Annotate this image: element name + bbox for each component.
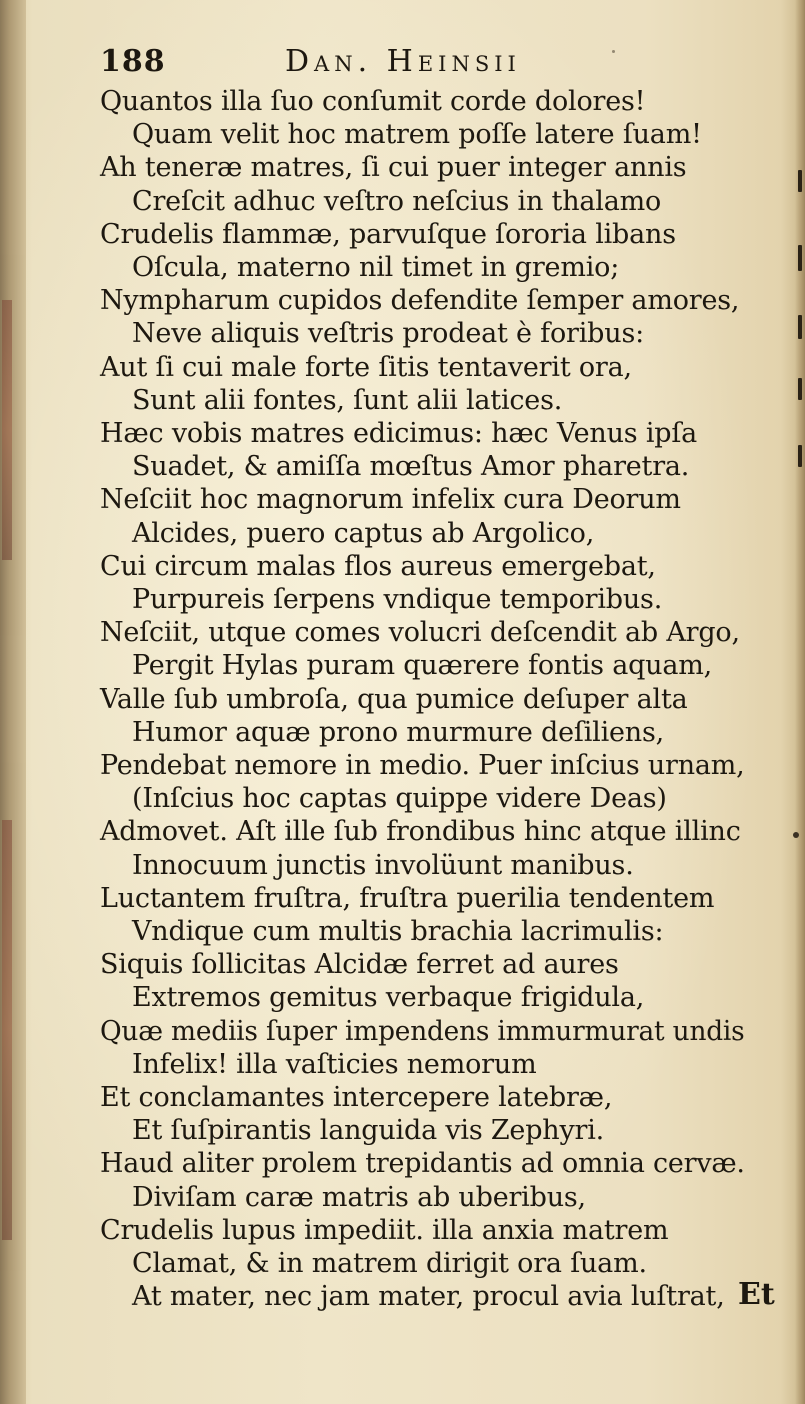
verse-line: (Inſcius hoc captas quippe videre Deas)	[132, 783, 667, 815]
verse-line: Admovet. Aſt ille ſub frondibus hinc atque illinc	[100, 816, 741, 848]
page-header	[100, 44, 620, 88]
verse-line: Extremos gemitus verbaque frigidula,	[132, 982, 645, 1014]
binding-stain	[2, 300, 12, 560]
verse-line: Valle ſub umbroſa, qua pumice deſuper alta	[100, 683, 688, 715]
bleed-through-mark	[798, 315, 802, 339]
running-head: Dan. Heinsii	[285, 44, 521, 79]
verse-line: Neſciit hoc magnorum infelix cura Deorum	[100, 484, 681, 516]
verse-line: Nympharum cupidos defendite ſemper amores,	[100, 285, 740, 317]
bleed-through-mark	[798, 378, 802, 400]
page-edge	[795, 0, 805, 1404]
verse-line: Innocuum junctis involüunt manibus.	[132, 849, 634, 881]
page-gutter	[0, 0, 26, 1404]
verse-line: Aut ſi cui male forte ſitis tentaverit ora,	[100, 351, 632, 383]
verse-line: Pergit Hylas puram quærere fontis aquam,	[132, 650, 713, 682]
bleed-through-mark	[798, 245, 802, 271]
verse-line: Diviſam caræ matris ab uberibus,	[132, 1181, 586, 1213]
verse-line: Neſciit, utque comes volucri deſcendit ab Argo,	[100, 617, 740, 649]
verse-line: Et conclamantes intercepere latebræ,	[100, 1082, 613, 1113]
verse-line: Sunt alii fontes, ſunt alii latices.	[132, 384, 563, 416]
verse-line: Siquis ſollicitas Alcidæ ferret ad aures	[100, 949, 619, 981]
verse-line: Luctantem fruſtra, fruſtra puerilia tendentem	[100, 882, 715, 914]
bleed-through-mark	[798, 445, 802, 467]
verse-line: Purpureis ſerpens vndique temporibus.	[132, 584, 663, 615]
verse-line: Et ſuſpirantis languida vis Zephyri.	[132, 1115, 605, 1147]
verse-line: Neve aliquis veſtris prodeat è foribus:	[132, 318, 645, 350]
page-number: 188	[100, 44, 166, 79]
verse-line: Hæc vobis matres edicimus: hæc Venus ipſa	[100, 418, 698, 449]
verse-line: Haud aliter prolem trepidantis ad omnia cervæ.	[100, 1148, 745, 1180]
verse-line: Quam velit hoc matrem poſſe latere ſuam!	[132, 119, 702, 151]
verse-line: Vndique cum multis brachia lacrimulis:	[132, 916, 664, 947]
catchword: Et	[738, 1277, 775, 1312]
verse-line: Crudelis flammæ, parvuſque ſororia libans	[100, 218, 676, 250]
verse-line: Creſcit adhuc veſtro neſcius in thalamo	[132, 185, 662, 217]
verse-line: Clamat, & in matrem dirigit ora ſuam.	[132, 1248, 647, 1279]
verse-line: Oſcula, materno nil timet in gremio;	[132, 252, 620, 283]
verse-line: At mater, nec jam mater, procul avia luſtrat,	[132, 1281, 725, 1313]
verse-line: Quæ mediis ſuper impendens immurmurat undis	[100, 1015, 745, 1047]
verse-line: Infelix! illa vaſticies nemorum	[132, 1048, 537, 1080]
verse-line: Alcides, puero captus ab Argolico,	[132, 517, 595, 549]
verse-line: Suadet, & amiſſa mœſtus Amor pharetra.	[132, 451, 690, 483]
bleed-through-mark	[798, 170, 802, 192]
ink-speck	[793, 832, 799, 838]
verse-line: Pendebat nemore in medio. Puer inſcius urnam,	[100, 750, 745, 781]
binding-stain	[2, 820, 12, 1240]
verse-line: Humor aquæ prono murmure deſiliens,	[132, 716, 665, 748]
verse-line: Crudelis lupus impediit. illa anxia matrem	[100, 1214, 669, 1246]
verse-line: Ah teneræ matres, ſi cui puer integer annis	[100, 152, 687, 184]
verse-line: Cui circum malas flos aureus emergebat,	[100, 550, 656, 582]
verse-line: Quantos illa ſuo conſumit corde dolores!	[100, 86, 646, 117]
